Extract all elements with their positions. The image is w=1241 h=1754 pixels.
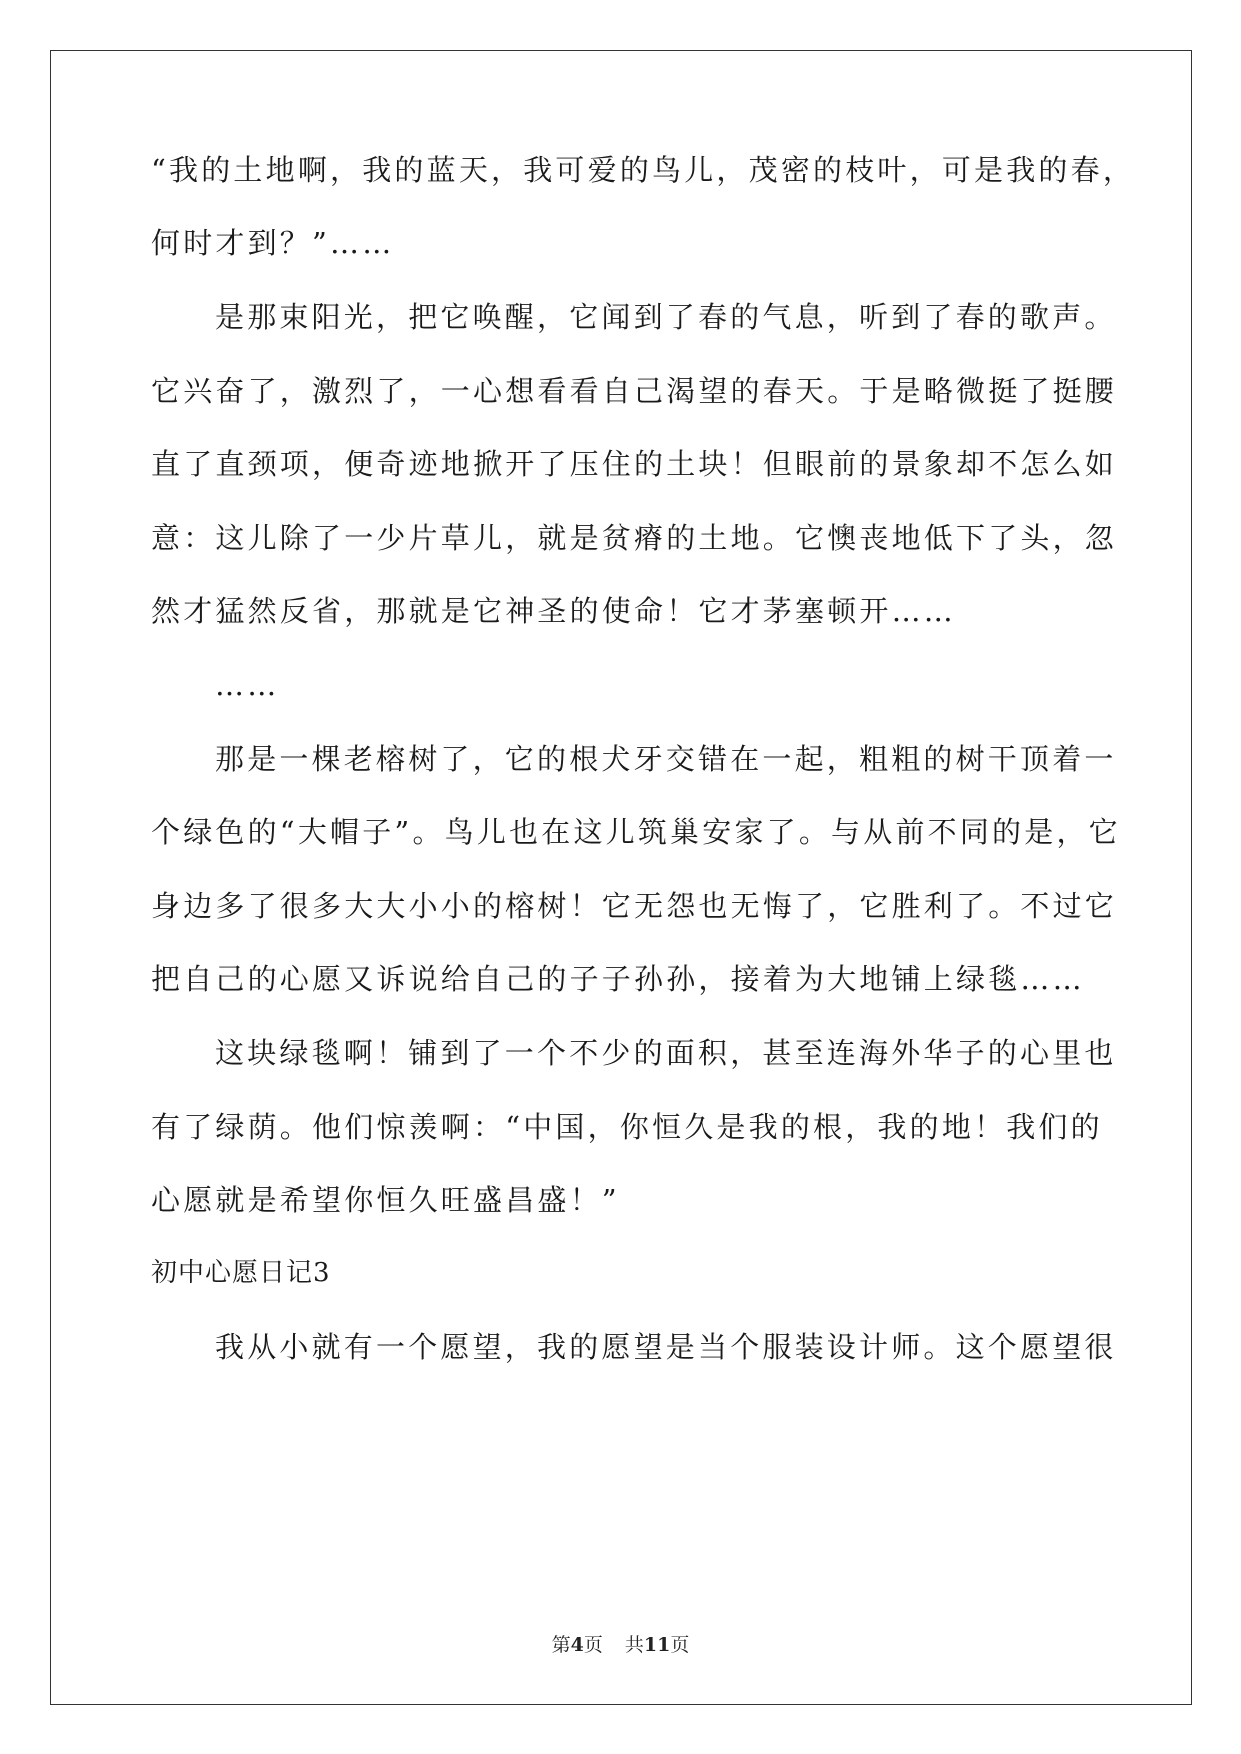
- text-line: 心愿就是希望你恒久旺盛昌盛！”: [151, 1183, 620, 1217]
- text-line: 直了直颈项，便奇迹地掀开了压住的土块！但眼前的景象却不怎么如: [151, 447, 1118, 481]
- page-footer: [0, 1630, 1241, 1657]
- text-line: “我的土地啊，我的蓝天，我可爱的鸟儿，茂密的枝叶，可是我的春，: [151, 153, 1136, 187]
- total-suffix: 页: [670, 1634, 690, 1656]
- page-suffix: 页: [583, 1634, 603, 1656]
- paragraph-start: 我从小就有一个愿望，我的愿望是当个服装设计师。这个愿望很: [215, 1330, 1117, 1364]
- total-prefix: 共: [624, 1634, 644, 1656]
- text-line: 意：这儿除了一少片草儿，就是贫瘠的土地。它懊丧地低下了头，忽: [151, 521, 1118, 555]
- page-number: 4: [570, 1634, 584, 1656]
- text-line: 有了绿荫。他们惊羡啊：“中国，你恒久是我的根，我的地！我们的: [151, 1110, 1103, 1144]
- section-heading: 初中心愿日记3: [151, 1258, 331, 1288]
- page-prefix: 第: [551, 1634, 571, 1656]
- paragraph-start: 那是一棵老榕树了，它的根犬牙交错在一起，粗粗的树干顶着一: [215, 742, 1117, 776]
- text-line: 身边多了很多大大小小的榕树！它无怨也无悔了，它胜利了。不过它: [151, 889, 1118, 923]
- text-line: 把自己的心愿又诉说给自己的子子孙孙，接着为大地铺上绿毯……: [151, 962, 1085, 996]
- text-line: 它兴奋了，激烈了，一心想看看自己渴望的春天。于是略微挺了挺腰: [151, 374, 1118, 408]
- ellipsis-line: ……: [215, 668, 280, 702]
- paragraph-start: 是那束阳光，把它唤醒，它闻到了春的气息，听到了春的歌声。: [215, 300, 1117, 334]
- paragraph-start: 这块绿毯啊！铺到了一个不少的面积，甚至连海外华子的心里也: [215, 1036, 1117, 1070]
- text-line: 何时才到？”……: [151, 226, 395, 260]
- text-line: 个绿色的“大帽子”。鸟儿也在这儿筑巢安家了。与从前不同的是，它: [151, 815, 1121, 849]
- total-pages: 11: [643, 1634, 671, 1656]
- text-line: 然才猛然反省，那就是它神圣的使命！它才茅塞顿开……: [151, 594, 957, 628]
